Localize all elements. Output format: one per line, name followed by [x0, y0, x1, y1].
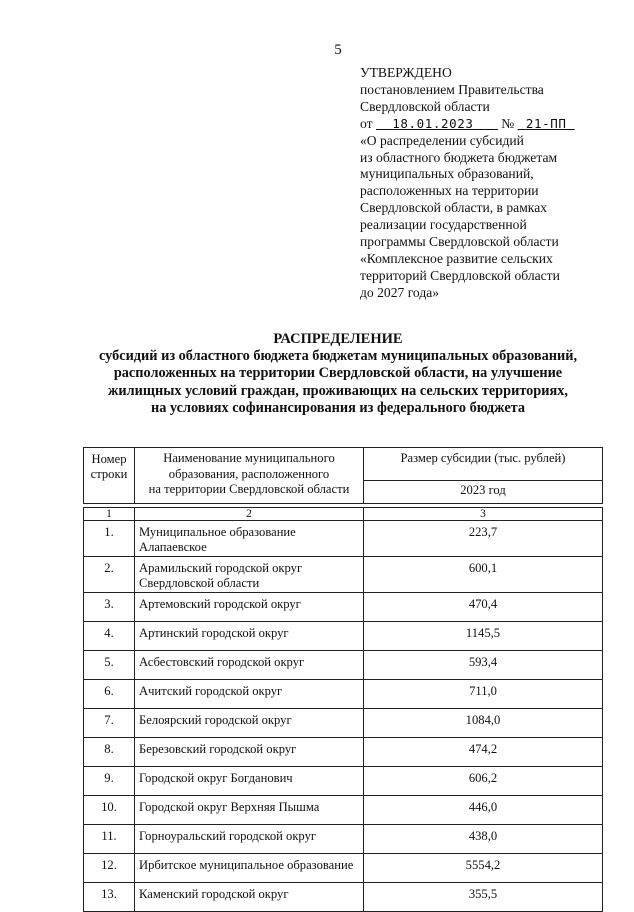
- table-body: [84, 521, 603, 912]
- municipality-name-line: Муниципальное образование: [139, 525, 296, 539]
- municipality-name: [135, 854, 364, 883]
- row-number: 11.: [84, 825, 135, 854]
- row-number: 10.: [84, 796, 135, 825]
- municipality-name: [135, 883, 364, 912]
- subsidy-value: 711,0: [364, 680, 603, 709]
- header-year: 2023 год: [364, 481, 603, 504]
- subsidy-value: 438,0: [364, 825, 603, 854]
- municipality-name-line: Белоярский городской округ: [139, 713, 292, 727]
- heading-subtitle-line: расположенных на территории Свердловской области, на улучшение: [113, 365, 563, 382]
- municipality-name: [135, 738, 364, 767]
- municipality-name: [135, 521, 364, 557]
- table-row: [84, 622, 603, 651]
- approval-date-line: [360, 116, 620, 133]
- row-number: 5.: [84, 651, 135, 680]
- approval-body-line: из областного бюджета бюджетам: [360, 149, 558, 165]
- municipality-name-line: Арамильский городской округ: [139, 561, 303, 575]
- row-number: 9.: [84, 767, 135, 796]
- document-heading: [60, 331, 616, 417]
- municipality-name-line: Городской округ Богданович: [139, 771, 293, 785]
- municipality-name: [135, 767, 364, 796]
- subsidy-value: 606,2: [364, 767, 603, 796]
- table-row: [84, 825, 603, 854]
- table-header-row: [84, 448, 603, 481]
- column-number: 2: [135, 508, 364, 521]
- approval-body-line: «О распределении субсидий: [360, 132, 524, 148]
- approval-block: [360, 65, 620, 302]
- approval-body-line: Свердловской области, в рамках: [360, 200, 548, 216]
- municipality-name-line: Городской округ Верхняя Пышма: [139, 800, 320, 814]
- column-number: 1: [84, 508, 135, 521]
- approval-line-2: Свердловской области: [360, 98, 490, 114]
- subsidy-value: 223,7: [364, 521, 603, 557]
- municipality-name: [135, 593, 364, 622]
- approval-title: УТВЕРЖДЕНО: [360, 65, 452, 80]
- approval-line-1: постановлением Правительства: [360, 81, 544, 97]
- subsidy-value: 1084,0: [364, 709, 603, 738]
- row-number: 13.: [84, 883, 135, 912]
- municipality-name: [135, 651, 364, 680]
- subsidy-value: 355,5: [364, 883, 603, 912]
- subsidy-value: 1145,5: [364, 622, 603, 651]
- approval-body-line: муниципальных образований,: [360, 166, 534, 182]
- subsidy-value: 446,0: [364, 796, 603, 825]
- approval-number: 21-ПП: [525, 115, 567, 131]
- municipality-name-line: Артинский городской округ: [139, 626, 289, 640]
- header-number: Номер строки: [84, 448, 135, 504]
- municipality-name-line: Ачитский городской округ: [139, 684, 283, 698]
- municipality-name-line: Алапаевское: [139, 539, 207, 554]
- table-row: [84, 883, 603, 912]
- row-number: 8.: [84, 738, 135, 767]
- subsidy-value: 593,4: [364, 651, 603, 680]
- table-row: [84, 557, 603, 593]
- table-row: [84, 521, 603, 557]
- municipality-name: [135, 680, 364, 709]
- municipality-name: [135, 796, 364, 825]
- municipality-name-line: Ирбитское муниципальное образование: [139, 858, 354, 872]
- table-row: [84, 680, 603, 709]
- table-row: [84, 651, 603, 680]
- subsidy-value: 600,1: [364, 557, 603, 593]
- municipality-name-line: Горноуральский городской округ: [139, 829, 317, 843]
- heading-subtitle-line: субсидий из областного бюджета бюджетам муниципальных образований,: [98, 348, 578, 365]
- subsidy-table: [83, 447, 603, 912]
- municipality-name-line: Березовский городской округ: [139, 742, 297, 756]
- heading-subtitle-line: жилищных условий граждан, проживающих на сельских территориях,: [108, 382, 568, 399]
- approval-body-line: расположенных на территории: [360, 183, 539, 199]
- row-number: 3.: [84, 593, 135, 622]
- heading-title: РАСПРЕДЕЛЕНИЕ: [273, 331, 403, 347]
- approval-body-line: реализации государственной: [360, 217, 527, 233]
- approval-body-line: до 2027 года»: [360, 284, 440, 300]
- row-number: 2.: [84, 557, 135, 593]
- municipality-name-line: Асбестовский городской округ: [139, 655, 305, 669]
- row-number: 12.: [84, 854, 135, 883]
- row-number: 6.: [84, 680, 135, 709]
- municipality-name-line: Каменский городской округ: [139, 887, 289, 901]
- column-numbers-row: [84, 508, 603, 521]
- subsidy-value: 470,4: [364, 593, 603, 622]
- page-number: 5: [334, 42, 342, 58]
- approval-body-line: территорий Свердловской области: [360, 267, 560, 283]
- table-row: [84, 709, 603, 738]
- row-number: 7.: [84, 709, 135, 738]
- approval-date: 18.01.2023: [392, 115, 474, 131]
- approval-body-line: программы Свердловской области: [360, 234, 559, 250]
- table-row: [84, 854, 603, 883]
- approval-body-line: «Комплексное развитие сельских: [360, 250, 553, 266]
- header-name: Наименование муниципального образования, расположенного на территории Свердловской области: [135, 448, 364, 504]
- number-prefix: №: [501, 115, 515, 131]
- subsidy-value: 5554,2: [364, 854, 603, 883]
- municipality-name: [135, 825, 364, 854]
- header-subsidy-size: Размер субсидии (тыс. рублей): [364, 448, 603, 481]
- municipality-name: [135, 622, 364, 651]
- municipality-name: [135, 557, 364, 593]
- table-row: [84, 593, 603, 622]
- heading-subtitle-line: на условиях софинансирования из федерального бюджета: [150, 399, 526, 416]
- municipality-name: [135, 709, 364, 738]
- row-number: 4.: [84, 622, 135, 651]
- table-row: [84, 738, 603, 767]
- municipality-name-line: Артемовский городской округ: [139, 597, 301, 611]
- subsidy-value: 474,2: [364, 738, 603, 767]
- column-number: 3: [364, 508, 603, 521]
- table-row: [84, 796, 603, 825]
- table-row: [84, 767, 603, 796]
- municipality-name-line: Свердловской области: [139, 575, 260, 590]
- row-number: 1.: [84, 521, 135, 557]
- date-prefix: от: [360, 115, 373, 131]
